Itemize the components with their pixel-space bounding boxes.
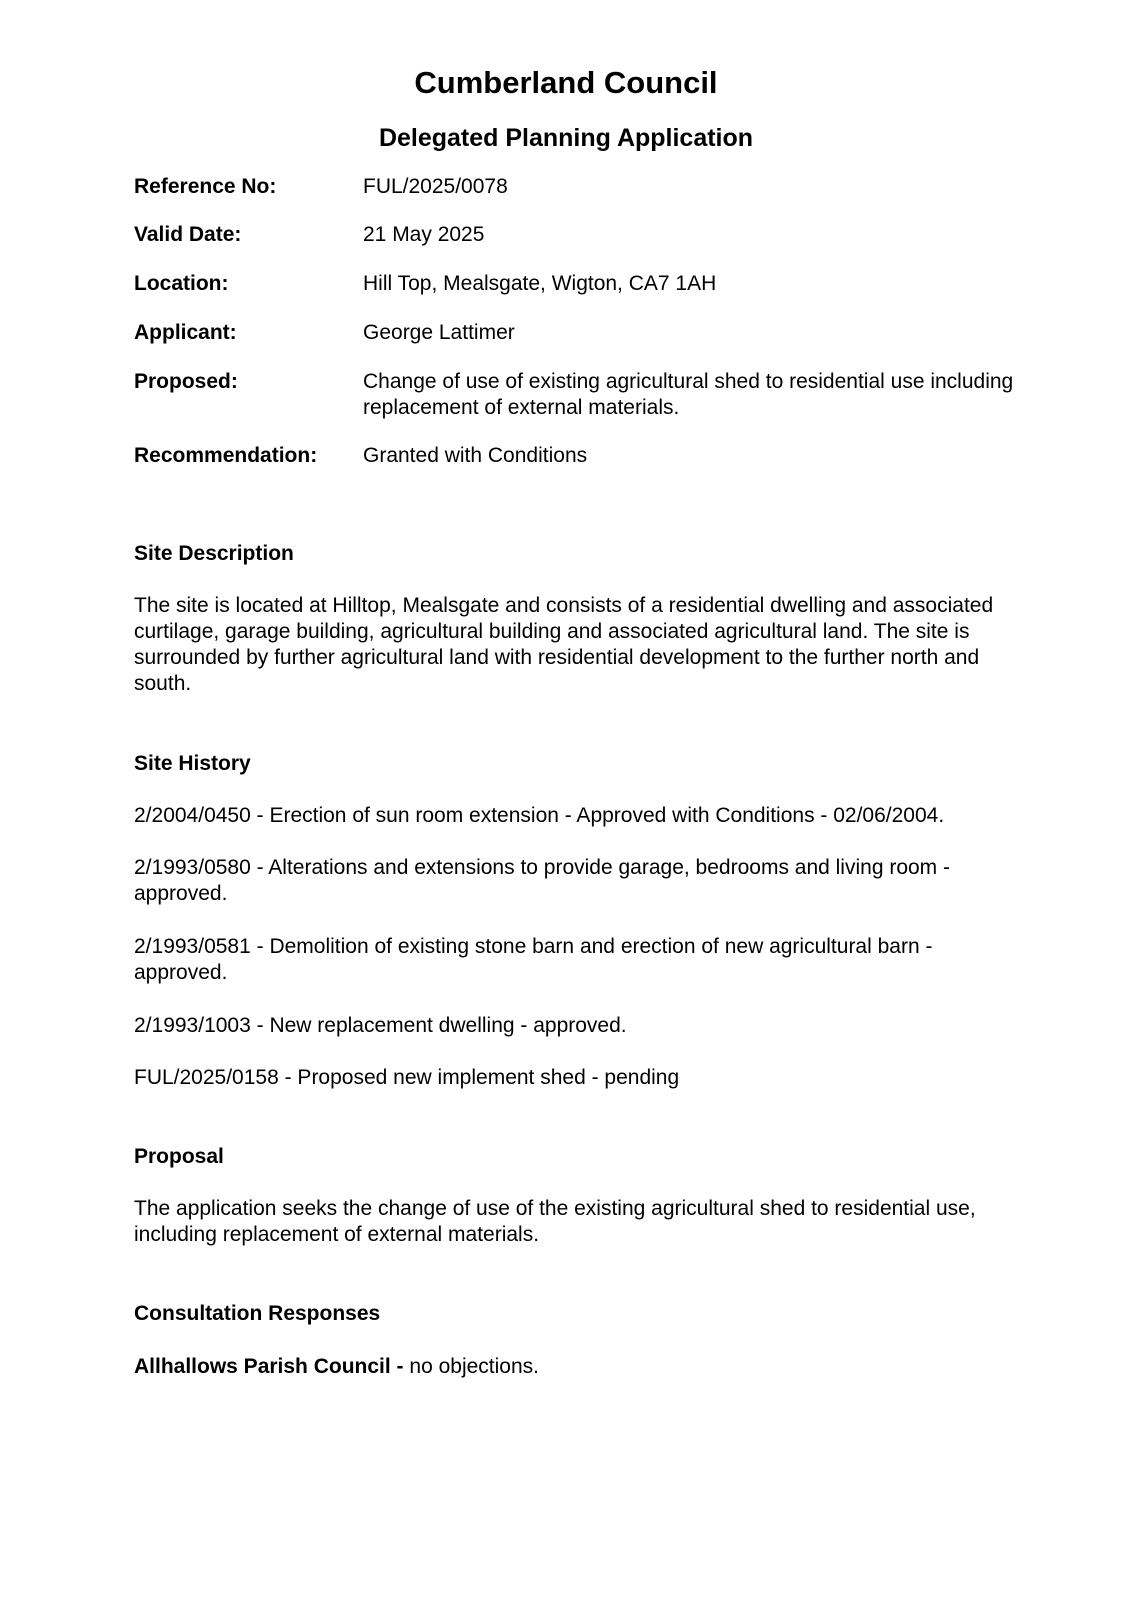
field-value: 21 May 2025 [363, 223, 485, 246]
council-title: Cumberland Council [414, 65, 718, 100]
site-description-heading: Site Description [134, 542, 294, 565]
field-value: George Lattimer [363, 321, 515, 344]
field-value: Hill Top, Mealsgate, Wigton, CA7 1AH [363, 272, 717, 295]
field-label: Applicant: [134, 321, 237, 344]
consultation-response [134, 1354, 1024, 1380]
field-label: Valid Date: [134, 223, 242, 246]
field-value: Granted with Conditions [363, 444, 588, 467]
consultation-heading: Consultation Responses [134, 1302, 381, 1325]
site-history-entry: 2/1993/0581 - Demolition of existing stone barn and erection of new agricultural barn - approved. [134, 935, 933, 984]
site-history-entry: 2/2004/0450 - Erection of sun room extension - Approved with Conditions - 02/06/2004. [134, 804, 945, 827]
field-label: Reference No: [134, 175, 277, 198]
site-history-entry: 2/1993/1003 - New replacement dwelling - approved. [134, 1014, 627, 1037]
consultee-response: no objections. [409, 1355, 539, 1378]
field-label: Proposed: [134, 370, 238, 393]
site-description-text: The site is located at Hilltop, Mealsgate and consists of a residential dwelling and associated curtilage, garage building, agricultural building and associated agricultural land. The site is surrounded by further agricultural land with residential development to the further north and south. [134, 594, 994, 695]
field-value: Change of use of existing agricultural shed to residential use including replacement of external materials. [363, 370, 1014, 419]
site-history-entry: 2/1993/0580 - Alterations and extensions to provide garage, bedrooms and living room - approved. [134, 856, 951, 905]
proposal-heading: Proposal [134, 1145, 224, 1168]
field-label: Location: [134, 272, 229, 295]
site-history-entry: FUL/2025/0158 - Proposed new implement shed - pending [134, 1066, 680, 1089]
field-label: Recommendation: [134, 444, 318, 467]
proposal-text: The application seeks the change of use of the existing agricultural shed to residential use, including replacement of external materials. [134, 1197, 976, 1246]
consultee-name: Allhallows Parish Council - [134, 1355, 404, 1378]
document-subtitle: Delegated Planning Application [378, 124, 754, 152]
site-history-heading: Site History [134, 752, 251, 775]
field-value: FUL/2025/0078 [363, 175, 508, 198]
